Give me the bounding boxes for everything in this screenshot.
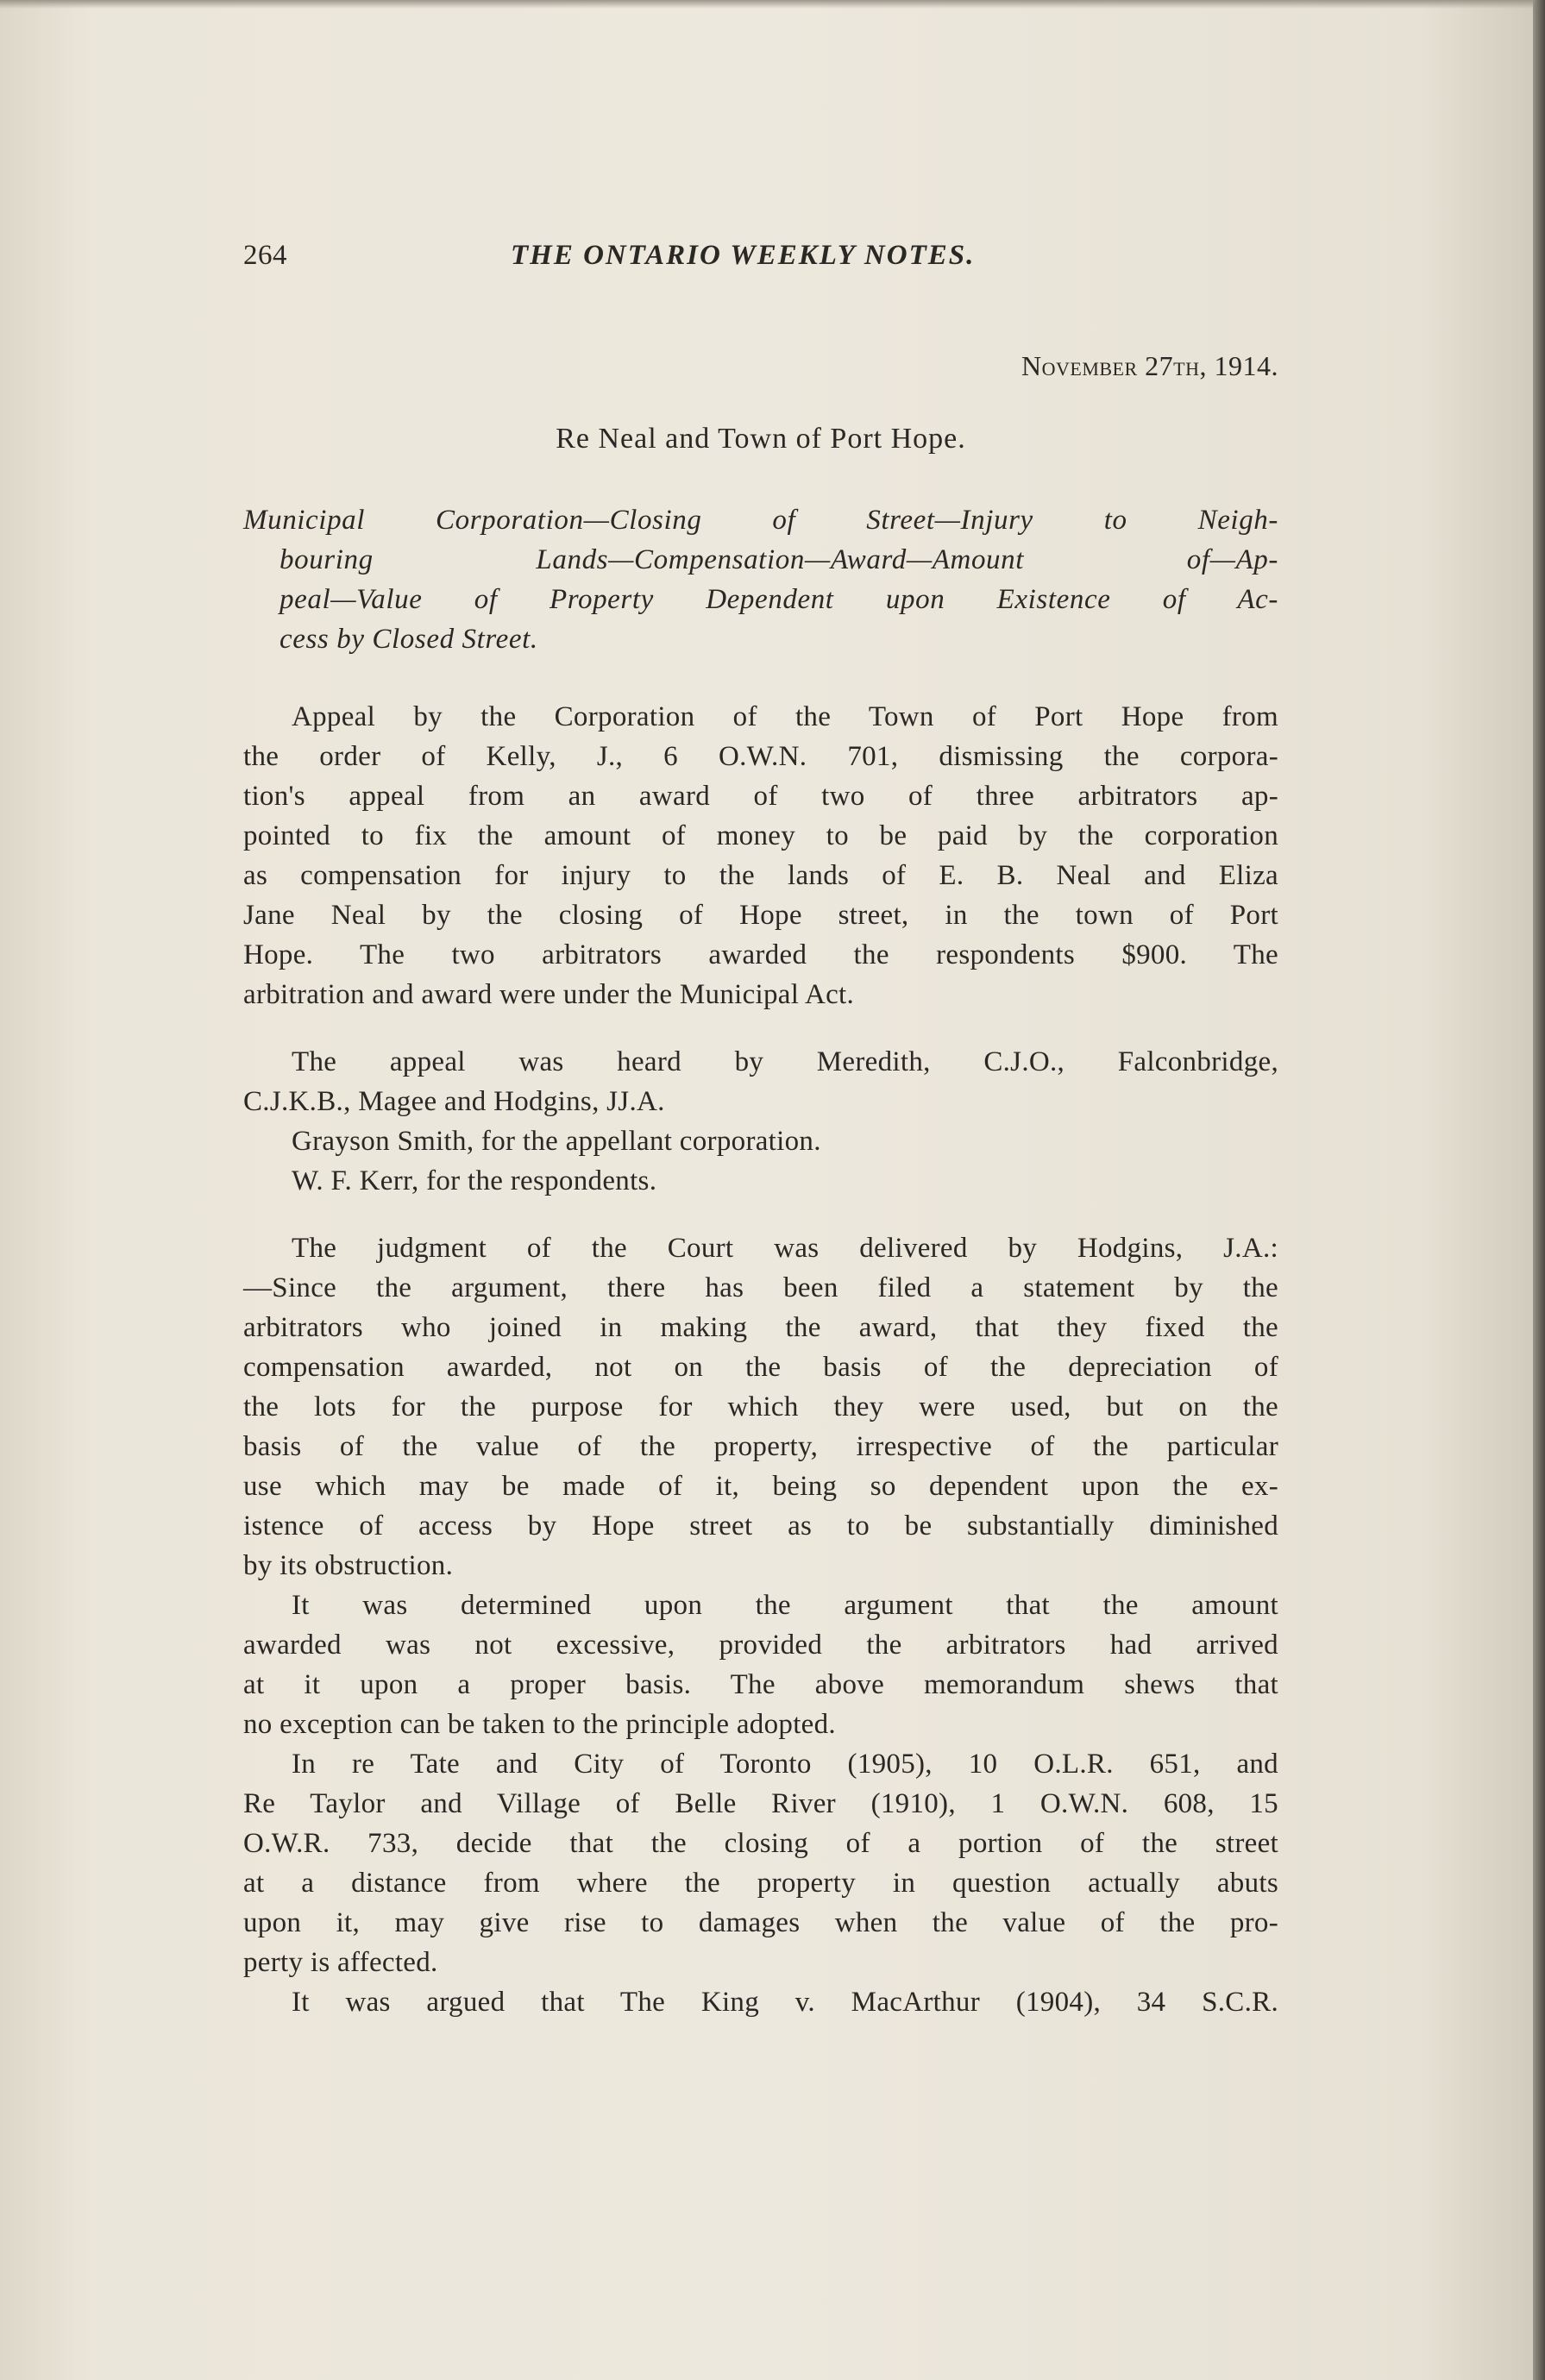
headnote-line: Municipal Corporation—Closing of Street—Injury to Neigh- bbox=[243, 505, 1278, 536]
text-line: The judgment of the Court was delivered by Hodgins, J.A.: bbox=[292, 1233, 1278, 1264]
text-line: It was determined upon the argument that the amount bbox=[292, 1590, 1278, 1621]
text-line: at a distance from where the property in question actually abuts bbox=[243, 1868, 1278, 1899]
text-line: compensation awarded, not on the basis of the depreciation of bbox=[243, 1352, 1278, 1383]
text-line: at it upon a proper basis. The above memorandum shews that bbox=[243, 1669, 1278, 1700]
page-top-shadow bbox=[0, 0, 1545, 9]
text-line: awarded was not excessive, provided the arbitrators had arrived bbox=[243, 1630, 1278, 1661]
paragraph-tate bbox=[243, 1744, 1278, 1982]
text-line: istence of access by Hope street as to be substantially diminished bbox=[243, 1510, 1278, 1542]
text-line: C.J.K.B., Magee and Hodgins, JJ.A. bbox=[243, 1086, 665, 1117]
text-line: arbitrators who joined in making the award, that they fixed the bbox=[243, 1312, 1278, 1343]
headnote-line: bouring Lands—Compensation—Award—Amount of—Ap- bbox=[279, 544, 1278, 575]
paragraph-judgment bbox=[243, 1228, 1278, 1586]
text-line: In re Tate and City of Toronto (1905), 10 O.L.R. 651, and bbox=[292, 1749, 1278, 1780]
text-line: no exception can be taken to the principle adopted. bbox=[243, 1709, 836, 1740]
text-line: Re Taylor and Village of Belle River (1910), 1 O.W.N. 608, 15 bbox=[243, 1788, 1278, 1819]
running-title: THE ONTARIO WEEKLY NOTES. bbox=[511, 240, 976, 271]
headnote-line: peal—Value of Property Dependent upon Existence of Ac- bbox=[279, 584, 1278, 615]
text-line: the lots for the purpose for which they were used, but on the bbox=[243, 1391, 1278, 1422]
text-line: Grayson Smith, for the appellant corporation. bbox=[292, 1126, 821, 1157]
paragraph-appeal bbox=[243, 697, 1278, 1014]
page-number: 264 bbox=[243, 240, 287, 271]
text-line: —Since the argument, there has been filed a statement by the bbox=[243, 1272, 1278, 1303]
text-line: W. F. Kerr, for the respondents. bbox=[292, 1165, 657, 1196]
headnote bbox=[243, 500, 1278, 659]
decision-date: November 27th, 1914. bbox=[1021, 350, 1278, 381]
paragraph-heard bbox=[243, 1042, 1278, 1121]
text-line: pointed to fix the amount of money to be paid by the corporation bbox=[243, 820, 1278, 851]
text-line: arbitration and award were under the Municipal Act. bbox=[243, 979, 855, 1010]
paragraph-determined bbox=[243, 1586, 1278, 1744]
text-line: the order of Kelly, J., 6 O.W.N. 701, dismissing the corpora- bbox=[243, 741, 1278, 772]
text-line: O.W.R. 733, decide that the closing of a portion of the street bbox=[243, 1828, 1278, 1859]
text-line: Appeal by the Corporation of the Town of Port Hope from bbox=[292, 701, 1278, 732]
text-line: Hope. The two arbitrators awarded the respondents $900. The bbox=[243, 939, 1278, 970]
case-title: Re Neal and Town of Port Hope. bbox=[556, 423, 966, 455]
text-line: The appeal was heard by Meredith, C.J.O., Falconbridge, bbox=[292, 1046, 1278, 1077]
paragraph-counsel-appellant bbox=[243, 1121, 1278, 1161]
paragraph-counsel-respondent bbox=[243, 1161, 1278, 1201]
text-line: It was argued that The King v. MacArthur (1904), 34 S.C.R. bbox=[292, 1987, 1278, 2018]
text-line: as compensation for injury to the lands of E. B. Neal and Eliza bbox=[243, 860, 1278, 891]
headnote-line: cess by Closed Street. bbox=[279, 624, 538, 655]
text-line: Jane Neal by the closing of Hope street, in the town of Port bbox=[243, 900, 1278, 931]
page-binding-edge bbox=[1533, 0, 1545, 2380]
text-line: perty is affected. bbox=[243, 1947, 438, 1978]
text-line: by its obstruction. bbox=[243, 1550, 454, 1581]
opinion-body bbox=[243, 697, 1278, 2022]
text-line: upon it, may give rise to damages when the value of the pro- bbox=[243, 1907, 1278, 1938]
text-line: use which may be made of it, being so dependent upon the ex- bbox=[243, 1471, 1278, 1502]
text-line: tion's appeal from an award of two of three arbitrators ap- bbox=[243, 781, 1278, 812]
paragraph-argued bbox=[243, 1982, 1278, 2022]
text-line: basis of the value of the property, irrespective of the particular bbox=[243, 1431, 1278, 1462]
